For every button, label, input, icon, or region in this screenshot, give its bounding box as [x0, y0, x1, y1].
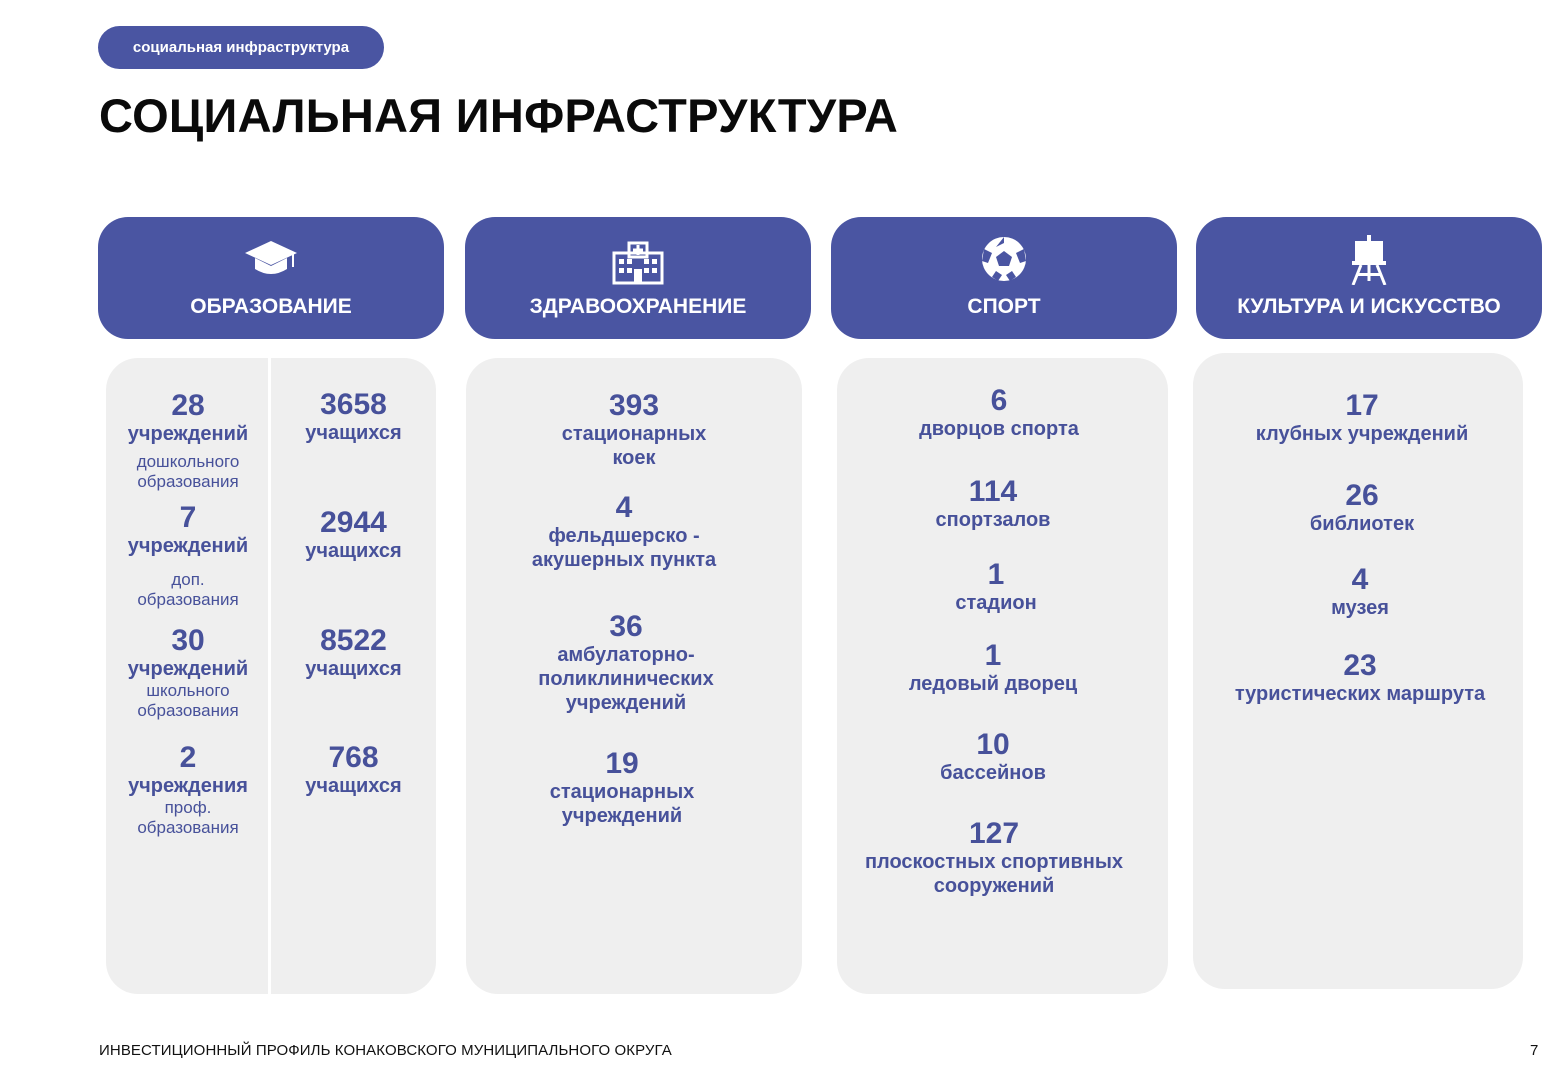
education-stat: 30 учреждений школьного образования — [127, 624, 249, 720]
education-students-stat: 8522 учащихся — [305, 624, 402, 680]
category-label: ЗДРАВООХРАНЕНИЕ — [529, 295, 747, 318]
culture-stat: 26 библиотек — [1309, 479, 1415, 535]
category-sport — [831, 217, 1177, 339]
category-label: СПОРТ — [967, 295, 1041, 318]
education-stat: 2 учреждения проф. образования — [128, 741, 248, 837]
education-students-stat: 768 учащихся — [305, 741, 402, 797]
education-stat: 7 учреждений доп. образования — [127, 501, 249, 609]
health-stat: 393 стационарных коек — [561, 389, 707, 469]
footer-title: ИНВЕСТИЦИОННЫЙ ПРОФИЛЬ КОНАКОВСКОГО МУНИЦИПАЛЬНОГО ОКРУГА — [99, 1042, 672, 1059]
culture-stat: 4 музея — [1331, 563, 1389, 619]
easel-icon — [1341, 235, 1397, 285]
health-stat: 19 стационарных учреждений — [549, 747, 695, 827]
soccer-ball-icon — [976, 235, 1032, 285]
education-students-stat: 3658 учащихся — [305, 388, 402, 444]
category-health — [465, 217, 811, 339]
category-label: КУЛЬТУРА И ИСКУССТВО — [1237, 295, 1501, 318]
education-stat: 28 учреждений дошкольного образования — [127, 389, 249, 491]
culture-stat: 17 клубных учреждений — [1255, 389, 1469, 445]
sport-stat: 10 бассейнов — [940, 728, 1046, 784]
graduation-cap-icon — [243, 235, 299, 285]
sport-stat: 1 ледовый дворец — [908, 639, 1078, 695]
category-culture — [1196, 217, 1542, 339]
health-stat: 36 амбулаторно- поликлинических учреждений — [538, 610, 714, 714]
sport-stat: 6 дворцов спорта — [919, 384, 1079, 440]
category-label: ОБРАЗОВАНИЕ — [190, 295, 352, 318]
sport-stat: 114 спортзалов — [935, 475, 1051, 531]
page-number: 7 — [1530, 1042, 1539, 1059]
page-title: СОЦИАЛЬНАЯ ИНФРАСТРУКТУРА — [99, 89, 899, 142]
culture-stat: 23 туристических маршрута — [1234, 649, 1486, 705]
hospital-icon — [610, 235, 666, 285]
category-education — [98, 217, 444, 339]
health-stat: 4 фельдшерско - акушерных пункта — [531, 491, 717, 571]
education-students-stat: 2944 учащихся — [305, 506, 402, 562]
sport-stat: 127 плоскостных спортивных сооружений — [864, 817, 1124, 897]
section-tag: социальная инфраструктура — [98, 26, 384, 69]
sport-stat: 1 стадион — [955, 558, 1037, 614]
